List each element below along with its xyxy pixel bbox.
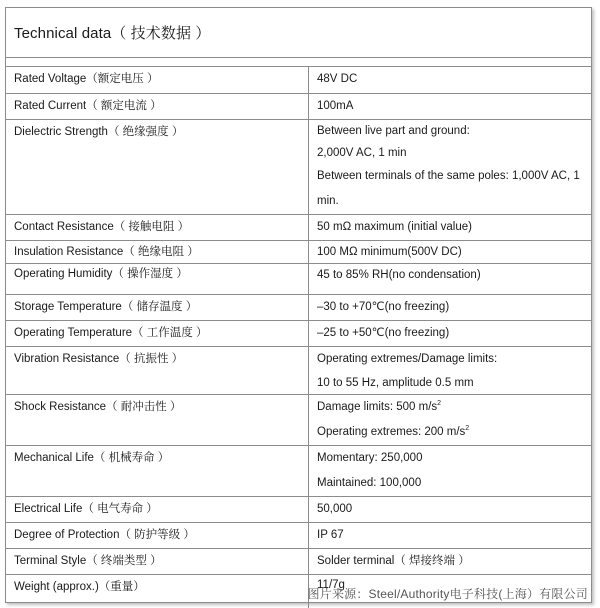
table-row (6, 394, 591, 445)
value-line: IP 67 (317, 528, 344, 541)
value-line: 45 to 85% RH(no condensation) (317, 268, 481, 281)
value-text: Operating extremes: 200 m/s (317, 425, 466, 438)
param-label: Dielectric Strength（ 绝缘强度 ） (6, 119, 309, 214)
value-line: Operating extremes/Damage limits: (317, 352, 498, 365)
table-title: Technical data（ 技术数据 ） (6, 8, 591, 58)
value-line: Between terminals of the same poles: 1,000V AC, 1 (317, 169, 580, 182)
table-row (6, 346, 591, 394)
value-text: Damage limits: 500 m/s (317, 400, 438, 413)
value-line: Momentary: 250,000 (317, 451, 423, 464)
param-label: Terminal Style（ 终端类型 ） (6, 548, 309, 574)
value-line: 100 MΩ minimum(500V DC) (317, 245, 462, 258)
title-spacer (6, 58, 591, 67)
value-line (317, 420, 583, 445)
value-line: 100mA (317, 99, 354, 112)
param-label: Contact Resistance（ 接触电阻 ） (6, 214, 309, 240)
param-value (309, 240, 592, 263)
param-value (309, 320, 592, 346)
param-label: Rated Voltage（额定电压 ） (6, 67, 309, 93)
value-line: Solder terminal（ 焊接终端 ） (317, 554, 470, 567)
table-row (6, 240, 591, 263)
param-label: Storage Temperature（ 储存温度 ） (6, 294, 309, 320)
value-line (317, 395, 583, 420)
value-line: min. (317, 194, 339, 207)
spec-table-frame (5, 7, 592, 603)
watermark-caption: 图片来源：Steel/Authority电子科技(上海）有限公司 (307, 587, 588, 601)
param-value (309, 522, 592, 548)
value-line: –30 to +70℃(no freezing) (317, 300, 450, 313)
param-value (309, 93, 592, 119)
table-row (6, 548, 591, 574)
value-line: 2,000V AC, 1 min (317, 146, 407, 159)
param-value (309, 548, 592, 574)
param-label: Insulation Resistance（ 绝缘电阻 ） (6, 240, 309, 263)
value-line: 11/7g (317, 578, 345, 591)
table-row (6, 496, 591, 522)
value-line: –25 to +50℃(no freezing) (317, 326, 450, 339)
table-row (6, 522, 591, 548)
value-line: Between live part and ground: (317, 124, 470, 137)
superscript: 2 (465, 424, 470, 432)
value-line: 10 to 55 Hz, amplitude 0.5 mm (317, 376, 474, 389)
param-label: Weight (approx.)（重量） (6, 574, 309, 608)
table-row (6, 119, 591, 214)
value-line: Maintained: 100,000 (317, 476, 422, 489)
table-row (6, 320, 591, 346)
param-label: Mechanical Life（ 机械寿命 ） (6, 445, 309, 496)
param-label: Degree of Protection（ 防护等级 ） (6, 522, 309, 548)
value-line: 48V DC (317, 73, 358, 85)
table-row (6, 445, 591, 496)
param-value (309, 445, 592, 496)
param-value (309, 496, 592, 522)
value-line: 50 mΩ maximum (initial value) (317, 220, 472, 233)
param-value (309, 294, 592, 320)
param-value (309, 67, 592, 93)
param-label: Electrical Life（ 电气寿命 ） (6, 496, 309, 522)
table-row (6, 263, 591, 294)
spec-table (6, 67, 591, 608)
superscript: 2 (437, 399, 442, 407)
value-line: 50,000 (317, 502, 353, 515)
param-value (309, 119, 592, 214)
param-value (309, 214, 592, 240)
param-value (309, 263, 592, 294)
param-label: Vibration Resistance（ 抗振性 ） (6, 346, 309, 394)
param-label: Shock Resistance（ 耐冲击性 ） (6, 394, 309, 445)
table-row (6, 214, 591, 240)
param-label: Operating Temperature（ 工作温度 ） (6, 320, 309, 346)
param-value (309, 394, 592, 445)
table-row (6, 67, 591, 93)
param-label: Operating Humidity（ 操作湿度 ） (6, 263, 309, 294)
param-label: Rated Current（ 额定电流 ） (6, 93, 309, 119)
table-row (6, 93, 591, 119)
param-value (309, 346, 592, 394)
table-row (6, 294, 591, 320)
